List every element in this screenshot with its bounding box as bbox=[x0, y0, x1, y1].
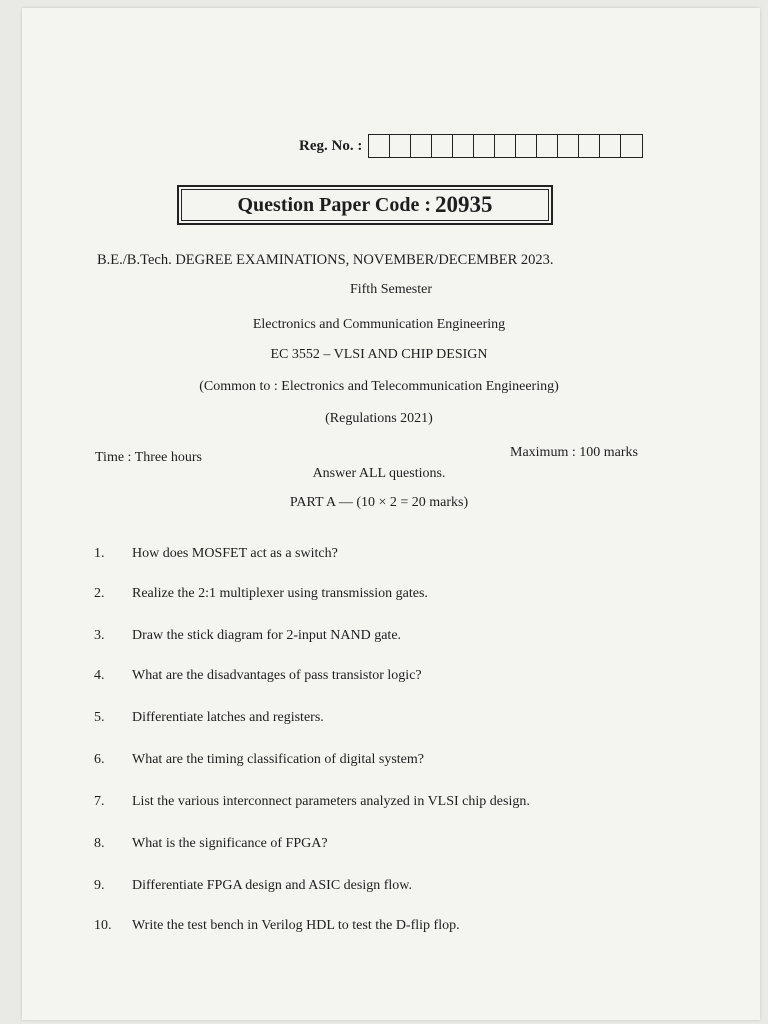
regulations: (Regulations 2021) bbox=[325, 411, 433, 426]
question-text: Differentiate FPGA design and ASIC design flow. bbox=[132, 878, 412, 893]
question-text: Realize the 2:1 multiplexer using transmission gates. bbox=[132, 586, 428, 601]
semester: Fifth Semester bbox=[349, 282, 433, 297]
question-number: 10. bbox=[94, 918, 112, 933]
reg-no-box bbox=[495, 135, 516, 157]
reg-no-box bbox=[390, 135, 411, 157]
question-paper-code-box bbox=[177, 185, 553, 225]
reg-no-box bbox=[516, 135, 537, 157]
question-number: 5. bbox=[94, 710, 105, 725]
reg-no-box bbox=[474, 135, 495, 157]
question-text: Differentiate latches and registers. bbox=[132, 710, 324, 725]
maximum-marks: Maximum : 100 marks bbox=[510, 445, 638, 460]
exam-duration: Time : Three hours bbox=[95, 450, 202, 465]
question-text: What are the timing classification of digital system? bbox=[132, 752, 424, 767]
subject-title: EC 3552 – VLSI AND CHIP DESIGN bbox=[270, 347, 488, 362]
reg-no-label: Reg. No. : bbox=[299, 137, 363, 154]
exam-title: B.E./B.Tech. DEGREE EXAMINATIONS, NOVEMBER/DECEMBER 2023. bbox=[97, 252, 554, 268]
common-to: (Common to : Electronics and Telecommunication Engineering) bbox=[199, 379, 559, 394]
question-text: Write the test bench in Verilog HDL to test the D-flip flop. bbox=[132, 918, 460, 933]
question-text: What is the significance of FPGA? bbox=[132, 836, 328, 851]
question-item bbox=[94, 628, 401, 644]
question-paper-code: 20935 bbox=[435, 192, 493, 217]
exam-page bbox=[22, 8, 760, 1020]
question-number: 8. bbox=[94, 836, 105, 851]
reg-no-box bbox=[558, 135, 579, 157]
branch: Electronics and Communication Engineering bbox=[252, 317, 506, 332]
part-a-heading: PART A — (10 × 2 = 20 marks) bbox=[289, 495, 469, 510]
question-item bbox=[94, 794, 530, 810]
reg-no-box bbox=[600, 135, 621, 157]
question-item bbox=[94, 878, 412, 894]
reg-no-box bbox=[369, 135, 390, 157]
question-item bbox=[94, 710, 324, 726]
reg-no-box bbox=[621, 135, 642, 157]
question-number: 6. bbox=[94, 752, 105, 767]
question-number: 4. bbox=[94, 668, 105, 683]
question-text: Draw the stick diagram for 2-input NAND gate. bbox=[132, 628, 402, 643]
question-number: 3. bbox=[94, 628, 105, 643]
question-item bbox=[94, 836, 328, 852]
question-paper-code-label: Question Paper Code : bbox=[237, 193, 431, 216]
reg-no-box bbox=[432, 135, 453, 157]
question-item bbox=[94, 586, 428, 602]
question-number: 9. bbox=[94, 878, 105, 893]
question-number: 7. bbox=[94, 794, 105, 809]
question-text: What are the disadvantages of pass transistor logic? bbox=[132, 668, 422, 683]
reg-no-box bbox=[453, 135, 474, 157]
question-item bbox=[94, 752, 424, 768]
reg-no-box bbox=[537, 135, 558, 157]
reg-no-box bbox=[579, 135, 600, 157]
question-number: 1. bbox=[94, 546, 105, 561]
question-item bbox=[94, 546, 338, 562]
reg-no-box bbox=[411, 135, 432, 157]
question-item bbox=[94, 918, 460, 934]
question-text: List the various interconnect parameters analyzed in VLSI chip design. bbox=[132, 794, 530, 809]
question-item bbox=[94, 668, 422, 684]
instruction: Answer ALL questions. bbox=[312, 466, 446, 481]
question-text: How does MOSFET act as a switch? bbox=[132, 546, 338, 561]
question-number: 2. bbox=[94, 586, 105, 601]
reg-no bbox=[299, 134, 643, 158]
reg-no-boxes bbox=[368, 134, 643, 158]
